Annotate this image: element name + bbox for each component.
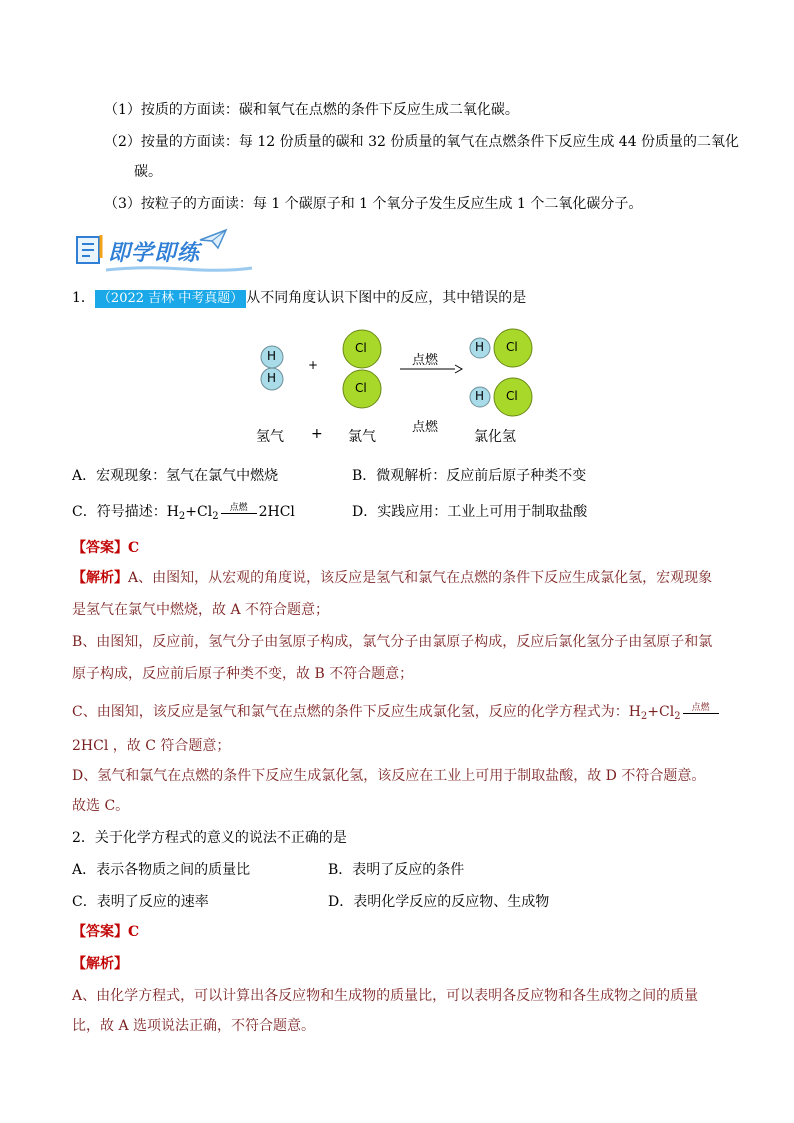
answer-value: C	[128, 540, 140, 556]
analysis-text: +Cl	[647, 704, 675, 720]
subscript: 2	[212, 511, 219, 522]
reaction-diagram	[240, 320, 560, 450]
q1-option-c-prefix: C．符号描述：H	[72, 504, 179, 520]
title-underline	[104, 264, 254, 274]
q1-analysis-b-line-2: 原子构成，反应前后原子种类不变，故 B 不符合题意；	[72, 666, 414, 682]
q2-analysis-a-line-2: 比，故 A 选项说法正确，不符合题意。	[72, 1018, 316, 1034]
question-1-number: 1．	[72, 290, 95, 306]
question-2-stem: 2．关于化学方程式的意义的说法不正确的是	[72, 830, 347, 846]
atom-label-h: H	[267, 349, 277, 363]
paper-plane-icon	[198, 228, 228, 250]
condition-label: 点燃	[691, 703, 710, 713]
answer-tag: 【答案】	[72, 540, 128, 556]
q1-option-a: A．宏观现象：氢气在氯气中燃烧	[72, 468, 279, 484]
atom-label-cl: Cl	[355, 341, 367, 355]
subscript: 2	[640, 711, 648, 722]
question-source-badge: （2022 吉林 中考真题）	[95, 290, 246, 308]
q1-analysis-d-line: D、氢气和氯气在点燃的条件下反应生成氯化氢，该反应在工业上可用于制取盐酸，故 D 不符合题意。	[72, 768, 706, 784]
atom-label-h: H	[475, 340, 485, 354]
q2-answer	[72, 922, 139, 942]
q1-analysis-a-line-2: 是氢气在氯气中燃烧，故 A 不符合题意；	[72, 602, 330, 618]
section-header	[74, 228, 234, 272]
section-title: 即学即练	[108, 241, 201, 266]
atom-label-h: H	[475, 389, 485, 403]
q1-option-d: D．实践应用：工业上可用于制取盐酸	[352, 504, 588, 520]
plus-sign: +	[311, 426, 323, 442]
q2-option-c: C．表明了反应的速率	[72, 894, 209, 910]
answer-tag: 【答案】	[72, 924, 128, 940]
intro-item-2-line-1: （2）按量的方面读：每 12 份质量的碳和 32 份质量的氧气在点燃条件下反应生成 44 份质量的二氧化	[104, 134, 740, 150]
q1-analysis-a-line-1	[72, 568, 712, 588]
q1-conclusion: 故选 C。	[72, 798, 130, 814]
notebook-icon	[74, 232, 106, 266]
equation-condition	[219, 502, 259, 522]
arrow-condition-label: 点燃	[412, 420, 439, 435]
condition-label: 点燃	[229, 503, 248, 513]
q2-option-d: D．表明化学反应的反应物、生成物	[328, 894, 550, 910]
equation-condition	[681, 702, 721, 722]
q1-option-b: B．微观解析：反应前后原子种类不变	[352, 468, 587, 484]
q1-option-c	[72, 502, 295, 527]
q2-option-a: A．表示各物质之间的质量比	[72, 862, 251, 878]
name-chlorine: 氯气	[348, 429, 376, 445]
name-hydrogen: 氢气	[256, 429, 284, 445]
q1-analysis-c-line-1	[72, 702, 721, 727]
q1-option-c-product: 2HCl	[258, 504, 295, 520]
plus-sign: +	[308, 358, 319, 372]
analysis-tag: 【解析】	[72, 956, 128, 972]
analysis-text: C、由图知，该反应是氢气和氯气在点燃的条件下反应生成氯化氢，反应的化学方程式为：H	[72, 704, 641, 720]
atom-label-cl: Cl	[506, 389, 518, 403]
question-1-stem	[72, 288, 526, 308]
q1-analysis-b-line-1: B、由图知，反应前，氢气分子由氢原子构成，氯气分子由氯原子构成，反应后氯化氢分子由氢原子和氯	[72, 634, 713, 650]
question-1-text: 从不同角度认识下图中的反应，其中错误的是	[246, 290, 527, 306]
atom-label-cl: Cl	[506, 340, 518, 354]
intro-item-1: （1）按质的方面读：碳和氧气在点燃的条件下反应生成二氧化碳。	[104, 102, 519, 118]
atom-label-cl: Cl	[355, 381, 367, 395]
intro-item-2-line-2: 碳。	[134, 164, 162, 180]
arrow-condition-label: 点燃	[412, 353, 439, 368]
q2-analysis-a-line-1: A、由化学方程式，可以计算出各反应物和生成物的质量比，可以表明各反应物和各生成物之间的质量	[72, 988, 699, 1004]
subscript: 2	[674, 711, 681, 722]
name-hydrogen-chloride: 氯化氢	[474, 429, 516, 445]
atom-label-h: H	[267, 371, 277, 385]
analysis-tag: 【解析】	[72, 570, 128, 586]
q1-answer	[72, 538, 139, 558]
subscript: 2	[178, 511, 186, 522]
q2-option-b: B．表明了反应的条件	[328, 862, 465, 878]
analysis-text: A、由图知，从宏观的角度说，该反应是氢气和氯气在点燃的条件下反应生成氯化氢，宏观现象	[128, 570, 713, 586]
intro-item-3: （3）按粒子的方面读：每 1 个碳原子和 1 个氧分子发生反应生成 1 个二氧化碳分子。	[104, 196, 643, 212]
q1-analysis-c-line-2: 2HCl ，故 C 符合题意；	[72, 738, 231, 754]
q2-analysis-tag	[72, 954, 128, 974]
q1-option-c-plus: +Cl	[185, 504, 213, 520]
answer-value: C	[128, 924, 140, 940]
